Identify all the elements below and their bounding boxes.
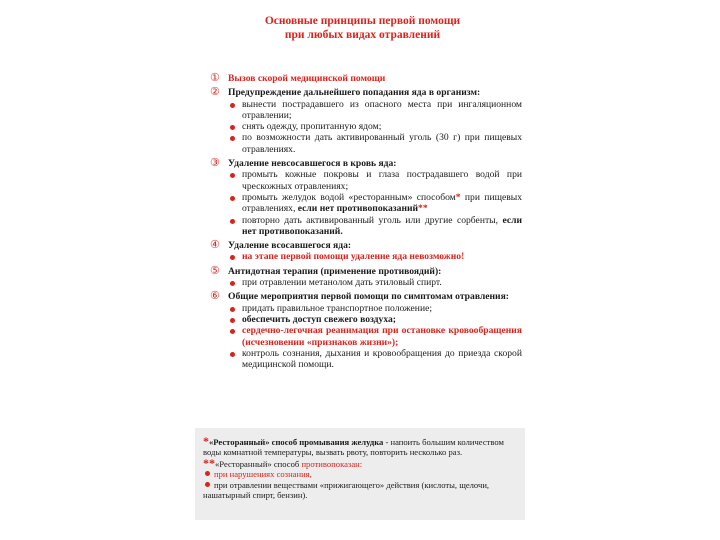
footnote-item-2: при отравлении веществами «прижигающего» действия (кислоты, щелочи, нашатырный спирт, бензин). bbox=[203, 479, 490, 501]
bullet-icon bbox=[230, 307, 235, 312]
footnote-double-star: ** bbox=[203, 455, 215, 470]
section-1 bbox=[212, 73, 522, 84]
section-title-6: Общие мероприятия первой помощи по симптомам отравления: bbox=[228, 291, 509, 303]
list-item: контроль сознания, дыхания и кровообращения до приезда скорой медицинской помощи. bbox=[228, 348, 522, 371]
bullet-icon bbox=[230, 196, 235, 201]
list-item: вынести пострадавшего из опасного места при ингаляционном отравлении; bbox=[228, 99, 522, 122]
title-line-2: при любых видах отравлений bbox=[284, 29, 441, 41]
principles-list bbox=[212, 70, 522, 370]
footnote-star: * bbox=[203, 434, 209, 448]
section-number-4: ④ bbox=[210, 239, 220, 252]
bullet-icon bbox=[230, 125, 235, 130]
section-2 bbox=[212, 87, 522, 155]
footnote-line-2: **«Ресторанный» способ противопоказан: bbox=[203, 455, 363, 470]
list-item: при отравлении метанолом дать этиловый спирт. bbox=[228, 277, 522, 288]
bullet-icon bbox=[205, 482, 210, 487]
bullet-icon bbox=[230, 173, 235, 178]
bullet-icon bbox=[230, 318, 235, 323]
section-title-3: Удаление невсосавшегося в кровь яда: bbox=[228, 158, 397, 170]
section-number-6: ⑥ bbox=[210, 290, 220, 303]
list-item: промыть кожные покровы и глаза пострадавшего водой при чрескожных отравлениях; bbox=[228, 169, 522, 192]
bullet-icon bbox=[230, 329, 235, 334]
footnote-line-1: *«Ресторанный» способ промывания желудка - напоить большим количеством воды комнатной температуры, вызвать рвоту, повторить несколько раз. bbox=[203, 434, 504, 458]
section-4 bbox=[212, 240, 522, 263]
section-title-4: Удаление всосавшегося яда: bbox=[228, 240, 352, 252]
section-5 bbox=[212, 266, 522, 289]
section-6 bbox=[212, 291, 522, 370]
list-item: промыть желудок водой «ресторанным» способом* при пищевых отравлениях, если нет противопоказаний** bbox=[228, 192, 522, 215]
section-number-1: ① bbox=[210, 72, 220, 84]
bullet-icon bbox=[230, 281, 235, 286]
list-item: повторно дать активированный уголь или другие сорбенты, если нет противопоказаний. bbox=[228, 215, 522, 238]
list-item: снять одежду, пропитанную ядом; bbox=[228, 121, 522, 132]
section-number-2: ② bbox=[210, 86, 220, 99]
section-3 bbox=[212, 158, 522, 237]
section-number-3: ③ bbox=[210, 157, 220, 170]
bullet-icon bbox=[230, 219, 235, 224]
page-title bbox=[190, 14, 535, 42]
section-title-5: Антидотная терапия (применение противоядий): bbox=[228, 265, 442, 277]
bullet-icon bbox=[205, 471, 210, 476]
title-line-1: Основные принципы первой помощи bbox=[264, 15, 461, 27]
list-item: на этапе первой помощи удаление яда невозможно! bbox=[228, 251, 522, 262]
footnote-box bbox=[195, 428, 525, 520]
list-item: обеспечить доступ свежего воздуха; bbox=[228, 314, 522, 325]
section-number-5: ⑤ bbox=[210, 264, 220, 277]
section-title-1: Вызов скорой медицинской помощи bbox=[228, 73, 386, 84]
section-title-2: Предупреждение дальнейшего попадания яда в организм: bbox=[228, 87, 481, 99]
footnote-item-1: при нарушениях сознания, bbox=[203, 469, 517, 479]
bullet-icon bbox=[230, 136, 235, 141]
list-item: придать правильное транспортное положение; bbox=[228, 303, 522, 314]
bullet-icon bbox=[230, 103, 235, 108]
list-item: сердечно-легочная реанимация при остановке кровообращения (исчезновении «признаков жизни»); bbox=[228, 325, 522, 348]
list-item: по возможности дать активированный уголь (30 г) при пищевых отравлениях. bbox=[228, 132, 522, 155]
bullet-icon bbox=[230, 255, 235, 260]
bullet-icon bbox=[230, 352, 235, 357]
